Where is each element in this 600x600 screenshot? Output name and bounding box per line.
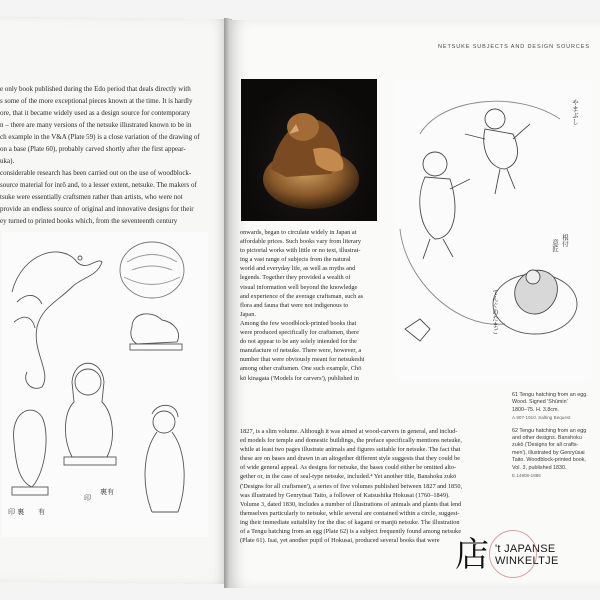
body-line: ing a vast range of subjects from the natural	[240, 256, 351, 264]
body-line: was illustrated by Genryūsai Taito, a follower of Katsushika Hokusai (1760–1849).	[240, 491, 450, 499]
caption-credit: E.14808-1886	[512, 473, 541, 479]
body-line: ed models for temple and domestic buildings, the preface specifically mentions netsuke,	[240, 437, 462, 445]
body-line: were produced specifically for craftsmen, there	[240, 329, 359, 337]
body-line: kō kinagata ('Models for carvers'), published in	[240, 374, 359, 382]
body-line: world and everyday life, as well as myths and	[240, 265, 356, 273]
body-line: Japan.	[240, 310, 256, 318]
caption-detail: 1800–75. H. 3.8cm.	[512, 406, 560, 413]
woodblock-designs-illustration	[2, 232, 208, 537]
caption-title: 62 Tengu hatching from an egg and other designs. Banshoku zukō ('Designs for all crafts-men'), illustrated by Genryūsai Taito. Woodblock-printed book, Vol. 3, published 1830.	[512, 427, 587, 471]
body-line: uka).	[0, 157, 15, 165]
body-line: ore, that it became widely used as a design source for contemporary	[0, 109, 191, 117]
body-line: affordable prices. Such books vary from literary	[240, 238, 362, 246]
body-line: flora and fauna that were not indigenous to	[240, 301, 349, 309]
body-line: n – there are many versions of the netsuke illustrated known to be in	[0, 121, 192, 129]
tengu-hatching-illustration	[395, 79, 591, 381]
seal-text: 印	[84, 494, 91, 502]
tengu-netsuke-image	[241, 79, 377, 221]
caption-62	[512, 428, 592, 480]
body-line: (Plate 61). Isai, yet another pupil of Hokusai, produced several books that were	[240, 537, 440, 545]
shop-watermark	[455, 535, 600, 575]
caption-credit: A.907-1910. Salting Bequest	[512, 415, 571, 421]
body-line: considerable research has been carried out on the use of woodblock-	[0, 169, 192, 177]
netsuke-photo	[241, 79, 377, 221]
body-line: on a base (Plate 60), probably carved shortly after the first appear-	[0, 145, 186, 153]
body-line: 1827, is a slim volume. Although it was aimed at wood-carvers in general, and includ-	[240, 428, 458, 435]
body-line: ch example in the V&A (Plate 59) is a close variation of the drawing of	[0, 133, 200, 141]
woodblock-plate-right	[395, 79, 591, 381]
caption-title: 61 Tengu hatching from an egg. Wood. Signed 'Shūmin'	[512, 392, 588, 406]
body-line: visual information well beyond the knowledge	[240, 283, 358, 291]
body-line: ey turned to printed books which, from the seventeenth century	[0, 217, 178, 225]
plate-inscription: やまぶし	[571, 99, 579, 125]
shop-logo-glyph: 店	[455, 535, 489, 575]
plate-captions	[512, 392, 592, 485]
watermark-ring	[489, 530, 537, 578]
seal-text: 裏有	[100, 488, 114, 496]
body-line: and experience of the average craftsman, such as	[240, 292, 364, 300]
body-line: these are on bases and drawn in an altogether different style suggests that they could be	[240, 455, 461, 463]
body-line: of wide general appeal. As designs for netsuke, the bases could either be omitted alto-	[240, 464, 457, 472]
body-line: tsuke were essentially craftsmen rather than artists, who were not	[0, 193, 183, 201]
body-line: legends. Together they provided a wealth of	[240, 274, 351, 282]
right-wide-text	[240, 427, 508, 545]
body-line: ('Designs for all craftsmen'), a series of five volumes published between 1827 and 1850,	[240, 482, 463, 490]
body-line: source material for inrō and, to a lesser extent, netsuke. The makers of	[0, 181, 197, 189]
plate-inscription: 根付	[561, 234, 569, 247]
body-line: Volume 3, dated 1830, includes a number of illustrations of animals and plants that lend	[240, 500, 462, 508]
seal-text: 有	[38, 508, 45, 516]
woodblock-plate-left	[2, 232, 208, 537]
body-line: themselves particularly to netsuke, while several are contained within a circle, suggest-	[240, 509, 460, 517]
body-line: of a Tengu hatching from an egg (Plate 62) is a subject frequently found among netsuke	[240, 528, 461, 536]
plate-inscription: 意匠	[551, 239, 559, 252]
body-line: gether or, in the case of seal-type netsuke, included.⁴ Yet another title, Banshoku zukō	[240, 473, 457, 481]
body-line: onwards, began to circulate widely in Japan at	[240, 229, 357, 236]
body-line: while at least two pages illustrate animals and figures suitable for netsuke. The fact that	[240, 446, 461, 454]
body-line: Among the few woodblock-printed books that	[240, 319, 357, 327]
running-head: NETSUKE SUBJECTS AND DESIGN SOURCES	[438, 44, 590, 50]
seal-text: 印 裏	[8, 508, 25, 516]
body-line: provide an endless source of original and innovative designs for their	[0, 205, 194, 213]
body-line: e only book published during the Edo period that deals directly with	[0, 85, 191, 93]
right-column-text	[240, 228, 390, 383]
caption-61	[512, 392, 592, 422]
body-line: manufacture of netsuke. There were, however, a	[240, 347, 362, 355]
body-line: do not appear to be any solely intended for the	[240, 338, 357, 346]
body-line: s some of the more exceptional pieces known at the time. It is hardly	[0, 97, 193, 105]
body-line: number that were obviously meant for netsukeshi	[240, 356, 365, 364]
body-line: ing their immediate suitability for the disc of kagami or manjū netsuke. The illustration	[240, 518, 460, 526]
body-line: to pictorial works with little or no text, illustrat-	[240, 247, 361, 255]
shop-name: 't JAPANSE WINKELTJE	[495, 543, 559, 567]
plate-inscription: てんぐのたまご	[491, 289, 499, 335]
body-line: among other craftsmen. One such example, Chō	[240, 365, 362, 373]
left-body-text	[0, 84, 216, 228]
book-gutter	[224, 18, 230, 588]
